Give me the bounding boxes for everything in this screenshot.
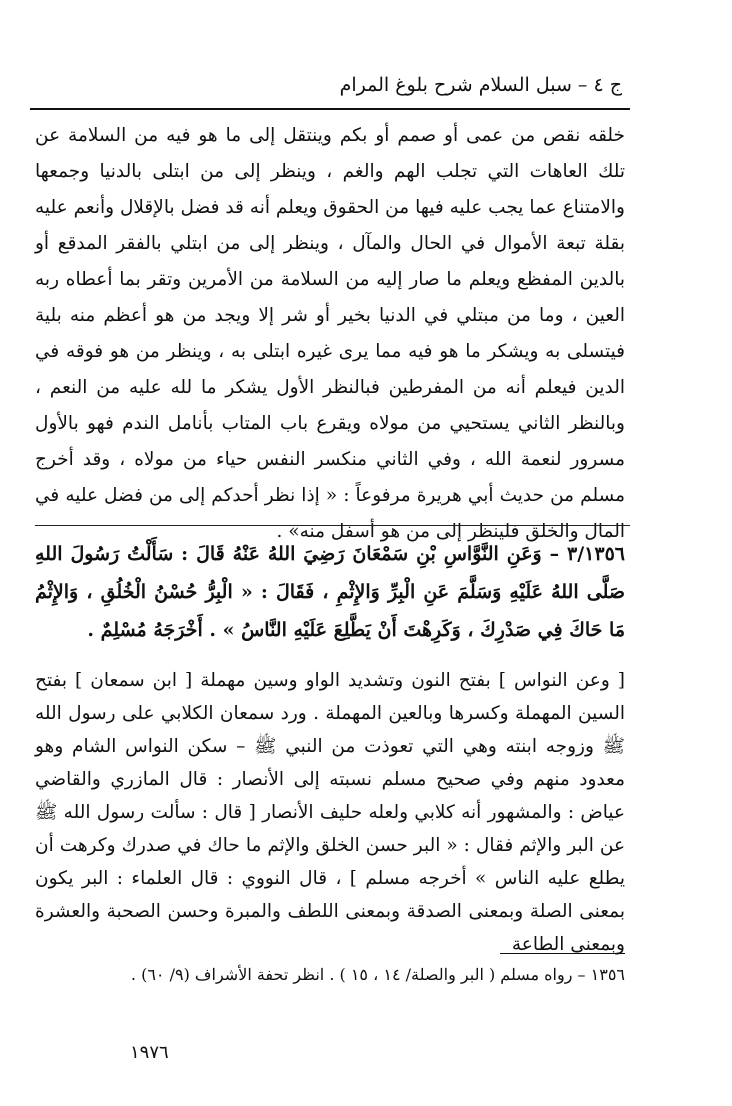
- running-header: [110, 72, 622, 98]
- footnote: [35, 963, 625, 987]
- page-number: ١٩٧٦: [130, 1042, 169, 1063]
- hadith-text: ٣/١٣٥٦ – وَعَنِ النَّوَّاسِ بْنِ سَمْعَانَ رَضِيَ اللهُ عَنْهُ قَالَ : سَأَلْتُ رَسُولَ اللهِ صَلَّى اللهُ عَلَيْهِ وَسَلَّمَ عَنِ الْبِرِّ وَالإِثْمِ ، فَقَالَ : « الْبِرُّ حُسْنُ الْخُلُقِ ، وَالإِثْمُ مَا حَاكَ فِي صَدْرِكَ ، وَكَرِهْتَ أَنْ يَطَّلِعَ عَلَيْهِ النَّاسُ » . أَخْرَجَهُ مُسْلِمٌ .: [35, 543, 625, 641]
- hadith-commentary: [35, 664, 625, 961]
- hadith-commentary-text: [ وعن النواس ] بفتح النون وتشديد الواو وسين مهملة [ ابن سمعان ] بفتح السين المهملة وكسرها وبالعين المهملة . ورد سمعان الكلابي على رسول الله ﷺ وزوجه ابنته وهي التي تعوذت من النبي ﷺ – سكن النواس الشام وهو معدود منهم وفي صحيح مسلم نسبته إلى الأنصار : قال المازري والقاضي عياض : والمشهور أنه كلابي ولعله حليف الأنصار [ قال : سألت رسول الله ﷺ عن البر والإثم فقال : « البر حسن الخلق والإثم ما حاك في صدرك وكرهت أن يطلع عليه الناس » أخرجه مسلم ] ، قال النووي : قال العلماء : البر يكون بمعنى الصلة وبمعنى الصدقة وبمعنى اللطف والمبرة وحسن الصحبة والعشرة وبمعنى الطاعة: [35, 670, 625, 955]
- section-divider: [35, 525, 630, 526]
- commentary-previous-text: خلقه نقص من عمى أو صمم أو بكم وينتقل إلى ما هو فيه من السلامة عن تلك العاهات التي تجلب الهم والغم ، وينظر إلى من ابتلى بالدنيا وجمعها والامتناع عما يجب عليه فيها من الحقوق ويعلم أنه قد فضل بالإقلال وأنعم عليه بقلة تبعة الأموال في الحال والمآل ، وينظر إلى من ابتلي بالفقر المدقع أو بالدين المفظع ويعلم ما صار إليه من السلامة من الأمرين وتقر بما أعطاه ربه العين ، وما من مبتلي في الدنيا بخير أو شر إلا ويجد من هو أعظم منه بلية فيتسلى به ويشكر ما هو فيه مما يرى غيره ابتلى به ، وينظر من هو فوقه في الدين فيعلم أنه من المفرطين فبالنظر الأول يشكر ما لله عليه من النعم ، وبالنظر الثاني يستحيي من مولاه ويقرع باب المتاب بأنامل الندم فهو بالأول مسرور لنعمة الله ، وفي الثاني منكسر النفس حياء من مولاه ، وقد أخرج مسلم من حديث أبي هريرة مرفوعاً : « إذا نظر أحدكم إلى من فضل عليه في المال والخلق فلينظر إلى من هو أسفل منه» .: [35, 125, 625, 542]
- commentary-previous: [35, 118, 625, 550]
- footnote-text: ١٣٥٦ – رواه مسلم ( البر والصلة/ ١٤ ، ١٥ ) . انظر تحفة الأشراف (٩/ ٦٠) .: [130, 965, 625, 984]
- running-title: ج ٤ – سبل السلام شرح بلوغ المرام: [339, 74, 622, 96]
- header-rule: [30, 108, 630, 110]
- hadith-block: [35, 535, 625, 649]
- footnote-rule: [500, 953, 625, 954]
